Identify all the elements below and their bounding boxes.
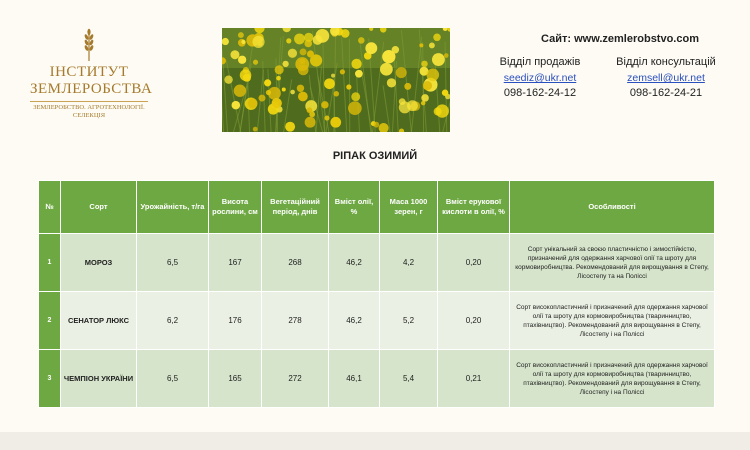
erucic-cell: 0,20 [438, 234, 510, 292]
period-cell: 268 [262, 234, 329, 292]
wheat-icon [82, 28, 96, 62]
logo-subtitle: ЗЕМЛЕРОБСТВО. АГРОТЕХНОЛОГІЇ. СЕЛЕКЦІЯ [33, 104, 145, 119]
oil-cell: 46,2 [329, 234, 380, 292]
logo-line-1: ІНСТИТУТ [49, 64, 129, 80]
table-row [39, 350, 715, 408]
consult-email-link[interactable]: zemsell@ukr.net [627, 72, 705, 84]
variety-name: ЧЕМПІОН УКРАЇНИ [61, 350, 137, 408]
mass-cell: 5,2 [380, 292, 438, 350]
header-oil: Вміст олії, % [329, 181, 380, 234]
oil-cell: 46,1 [329, 350, 380, 408]
footer-band [0, 432, 750, 450]
variety-table [38, 180, 715, 408]
consult-phone: 098-162-24-21 [629, 87, 703, 99]
logo-divider [30, 101, 148, 102]
features-cell: Сорт високопластичний і призначений для одержання харчової олії та шроту для кормовиробництва (тваринництво, птахівництво). Рекомендований для вирощування в Степу, Лісостепу і на Поліссі [510, 350, 715, 408]
row-number: 2 [39, 292, 61, 350]
variety-name: СЕНАТОР ЛЮКС [61, 292, 137, 350]
oil-cell: 46,2 [329, 292, 380, 350]
rapeseed-flowers-photo [222, 28, 450, 132]
sales-department [480, 56, 600, 99]
header-erucic: Вміст ерукової кислоти в олії, % [438, 181, 510, 234]
erucic-cell: 0,21 [438, 350, 510, 408]
header-features: Особливості [510, 181, 715, 234]
erucic-cell: 0,20 [438, 292, 510, 350]
yield-cell: 6,2 [137, 292, 209, 350]
mass-cell: 4,2 [380, 234, 438, 292]
yield-cell: 6,5 [137, 350, 209, 408]
row-number: 3 [39, 350, 61, 408]
table-row [39, 292, 715, 350]
period-cell: 278 [262, 292, 329, 350]
page-title: РІПАК ОЗИМИЙ [332, 150, 418, 162]
height-cell: 176 [209, 292, 262, 350]
sales-email-link[interactable]: seediz@ukr.net [503, 72, 577, 84]
features-cell: Сорт високопластичний і призначений для одержання харчової олії та шроту для кормовиробництва (тваринництво, птахівництво). Рекомендований для вирощування в Степу, Лісостепу і на Поліссі [510, 292, 715, 350]
mass-cell: 5,4 [380, 350, 438, 408]
logo-line-2: ЗЕМЛЕРОБСТВА [30, 81, 153, 97]
height-cell: 165 [209, 350, 262, 408]
sales-phone: 098-162-24-12 [503, 87, 577, 99]
consult-title: Відділ консультацій [616, 56, 716, 68]
features-cell: Сорт унікальний за своєю пластичністю і зимостійкістю, призначений для одержання харчової олії та шроту для кормовиробництва. Рекомендований для вирощування в Степу, Лісостепу та на Поліссі [510, 234, 715, 292]
header-yield: Урожайність, т/га [137, 181, 209, 234]
height-cell: 167 [209, 234, 262, 292]
header-variety: Сорт [61, 181, 137, 234]
website-label: Сайт: www.zemlerobstvo.com [541, 33, 699, 45]
header-height: Висота рослини, см [209, 181, 262, 234]
period-cell: 272 [262, 350, 329, 408]
row-number: 1 [39, 234, 61, 292]
header-mass: Маса 1000 зерен, г [380, 181, 438, 234]
sales-title: Відділ продажів [499, 56, 581, 68]
header-num: № [39, 181, 61, 234]
consult-department [606, 56, 726, 99]
table-header-row [39, 181, 715, 234]
variety-name: МОРОЗ [61, 234, 137, 292]
rapeseed-flowers-image [222, 28, 450, 132]
yield-cell: 6,5 [137, 234, 209, 292]
institute-logo [30, 28, 153, 120]
table-row [39, 234, 715, 292]
header-period: Вегетаційний період, днів [262, 181, 329, 234]
